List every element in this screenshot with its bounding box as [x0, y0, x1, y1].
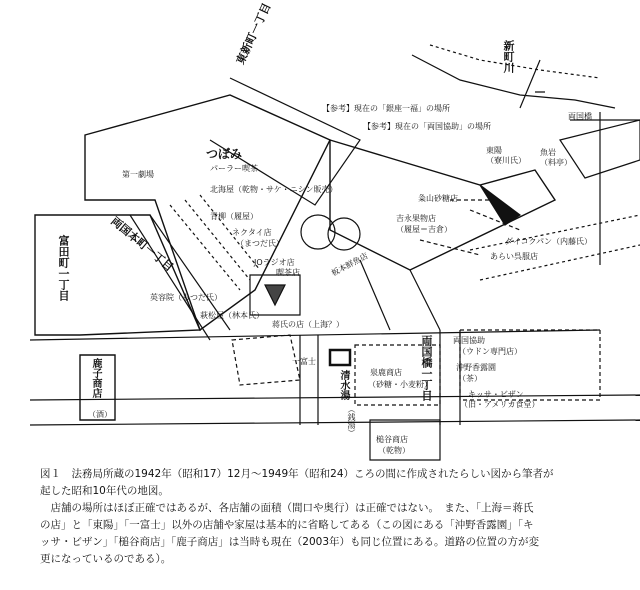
lower-road-2: [30, 395, 640, 400]
mid-road: [360, 260, 440, 330]
caption-line-4: の店」と「東陽」「一富士」以外の店舗や家屋は基本的に省略してある（この図にある「沖野香露園」「キ: [40, 519, 534, 531]
label-toyo-sub: （寮川氏）: [486, 156, 526, 165]
caption-line-6: 更になっているのである）。: [40, 553, 172, 565]
caption-line-5: ッサ・ビザン」「槌谷商店」「鹿子商店」は当時も現在（2003年）も同じ位置にある。道路の位置の方が変: [40, 536, 540, 548]
label-ichifuji: 一富士: [292, 357, 316, 366]
label-hokkaiya: 北海屋（乾物・サケ・ニシン販売）: [210, 185, 338, 194]
street-tomidamachi: 富田町一丁目: [57, 235, 70, 301]
label-kanokoya: 鹿子商店: [90, 358, 101, 398]
circle-1: [301, 215, 335, 249]
label-necktie: ネクタイ店: [232, 228, 272, 237]
label-ryogokubashi-corner: 両国橋: [568, 112, 592, 121]
label-uosho: 魚岩: [540, 148, 556, 157]
left-street: [130, 215, 230, 340]
east-shop-lines: [480, 185, 520, 225]
label-arai: あらい呉服店: [490, 252, 538, 261]
label-daikoku: ダイコクパン（内藤氏）: [505, 237, 593, 246]
lower-road-1: [30, 330, 600, 340]
label-sanko2: 【参考】現在の「両国協助」の場所: [363, 122, 491, 131]
label-hagimatsu: 萩松屋（林本氏）: [200, 311, 264, 320]
label-yoshinaga: 吉永果物店: [396, 214, 436, 223]
label-toyo: 東陽: [486, 146, 502, 155]
label-eiyoin: 英容院（もつだ氏）: [150, 293, 222, 302]
ichifuji-box: [330, 350, 350, 365]
caption: [40, 466, 625, 568]
caption-line-2: 起した昭和10年代の地図。: [40, 485, 169, 497]
label-necktie-sub: （まつだ氏）: [236, 239, 284, 248]
lower-road-3: [30, 420, 640, 425]
label-tsubomi-sub: パーラー喫茶: [210, 164, 258, 173]
label-sanko1: 【参考】現在の「銀座一福」の場所: [322, 104, 450, 113]
label-itamoto: 板本鮮魚店: [330, 251, 370, 278]
label-kuriyama: 粂山砂糖店: [418, 194, 458, 203]
street-ryogokubashi: 両国橋一丁目: [420, 335, 433, 401]
circle-2: [328, 218, 360, 250]
label-okino: 沖野香露園: [456, 363, 496, 372]
river-shinmachigawa: 新町川: [502, 40, 515, 73]
label-izumiya-sub: （砂糖・小麦粉）: [368, 380, 432, 389]
center-building: [232, 335, 300, 385]
label-uosho-sub: （料亭）: [540, 158, 572, 167]
label-ryogoku-kyojo: 両国協助: [453, 336, 485, 345]
vertical-road-1: [300, 335, 318, 425]
label-kissaten: 喫茶店: [276, 268, 300, 277]
label-aoba: 青柳（履屋）: [210, 212, 258, 221]
label-shimizuyu: 清水湯: [338, 370, 349, 400]
label-yoshinaga-sub: （履屋＝吉倉）: [396, 225, 452, 234]
east-diag: [470, 215, 640, 280]
triangle-building: [265, 285, 285, 305]
label-shimizuyu-sub: （銭湯）: [347, 405, 356, 437]
label-chinese-shop: 蒋氏の店（上海？）: [272, 320, 344, 329]
label-jo-radio: JOラジオ店: [254, 258, 295, 267]
caption-line-1: 図１ 法務局所蔵の1942年（昭和17）12月〜1949年（昭和24）ころの間に作成されたらしい図から筆者が: [40, 468, 554, 480]
street-higashi-shinmachi: 東新町一丁目: [233, 1, 274, 67]
label-tsuchiya-sub: （乾物）: [378, 446, 410, 455]
caption-line-3: 店舗の場所はほぼ正確ではあるが、各店舗の面積（間口や奥行）は正確ではない。 また、「上海＝蒋氏: [50, 502, 534, 514]
label-ryogoku-kyojo-sub: （ウドン専門店）: [458, 347, 522, 356]
street-ryogokuhoncho: 両国本町一丁目: [108, 214, 176, 274]
label-tsubomi: つぼみ: [206, 147, 243, 161]
label-daiichi-gekijo: 第一劇場: [122, 170, 154, 179]
label-tsuchiya: 槌谷商店: [376, 435, 408, 444]
label-kissa-bizan-sub: （旧・アメリカ食堂）: [460, 400, 540, 409]
label-okino-sub: （茶）: [458, 374, 482, 383]
label-izumiya: 泉鹿商店: [370, 368, 402, 377]
label-kissa-bizan: キッサ・ビザン: [468, 390, 524, 399]
label-kanokoya-sub: （酒）: [88, 410, 112, 419]
